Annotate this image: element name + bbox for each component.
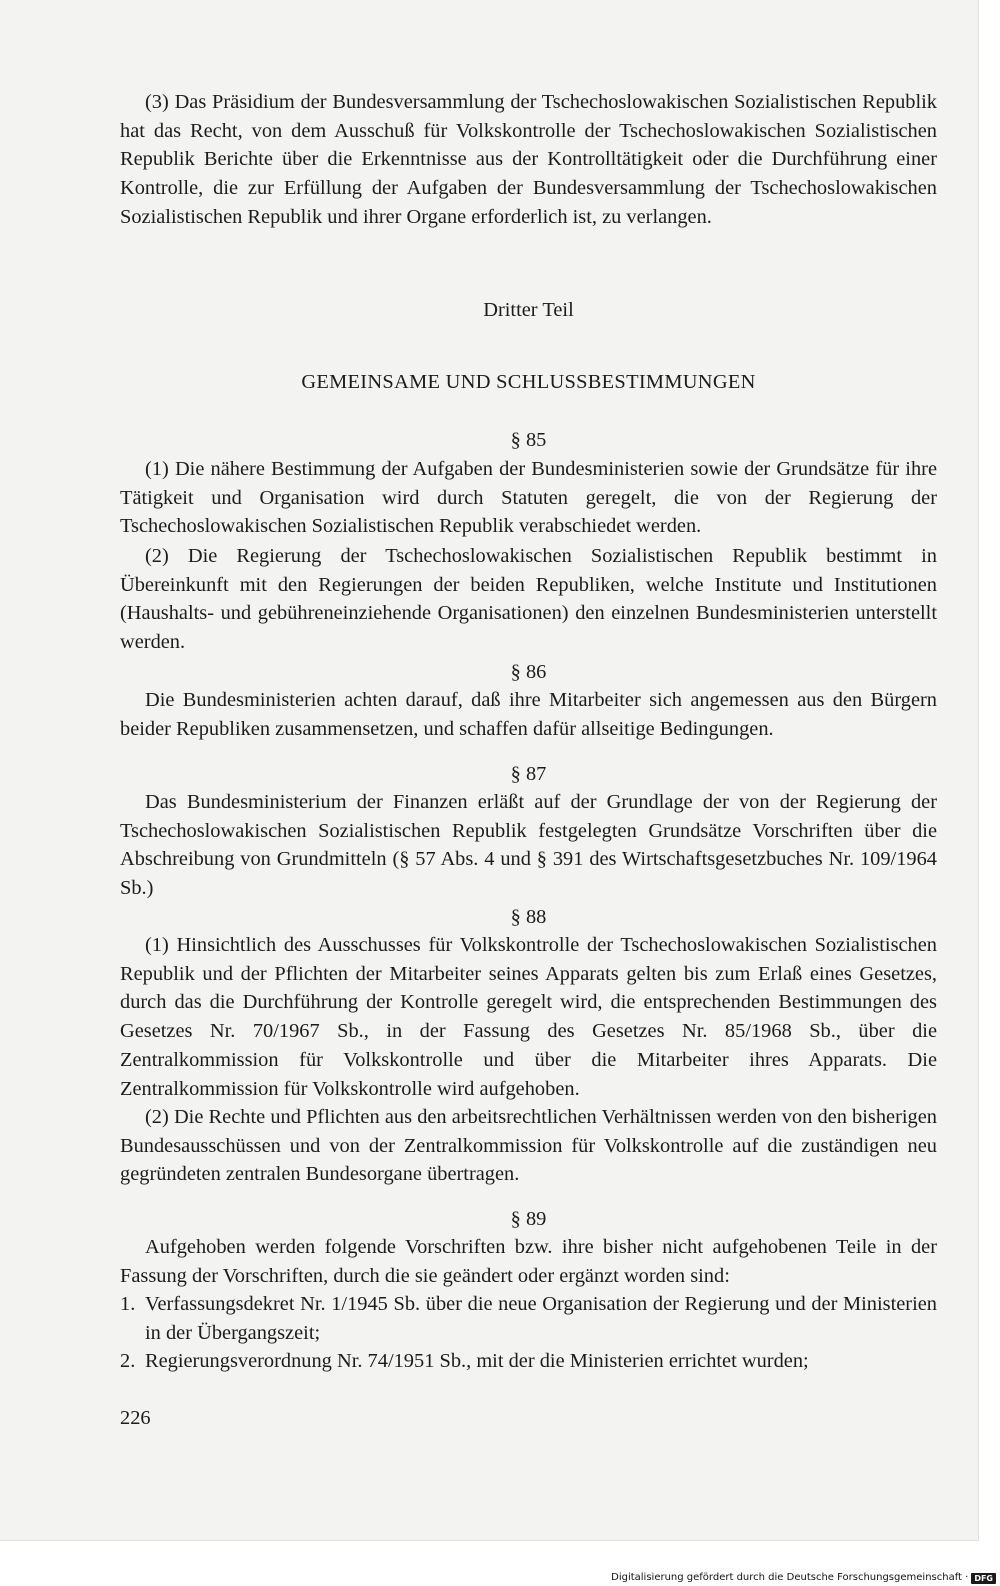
section-85-paragraph-1: (1) Die nähere Bestimmung der Aufgaben der Bundesministerien sowie der Grundsätze für ihre Tätigkeit und Organisation wird durch Statuten geregelt, die von der Regierung der Tschechoslowakischen Sozialistischen Republik verabschiedet werden. [120, 458, 937, 538]
section-89-heading: § 89 [510, 1208, 547, 1230]
section-85-heading: § 85 [510, 429, 547, 451]
intro-paragraph: (3) Das Präsidium der Bundesversammlung der Tschechoslowakischen Sozialistischen Republik hat das Recht, von dem Ausschuß für Volkskontrolle der Tschechoslowakischen Sozialistischen Republik Berichte über die Erkenntnisse aus der Kontrolltätigkeit oder die Durchführung einer Kontrolle, die zur Erfüllung der Aufgaben der Bundesversammlung der Tschechoslowakischen Sozialistischen Republik und ihrer Organe erforderlich ist, zu verlangen. [120, 91, 937, 228]
section-89-paragraph-1: Aufgehoben werden folgende Vorschriften bzw. ihre bisher nicht aufgehobenen Teile in der Fassung der Vorschriften, durch die sie geändert oder ergänzt worden sind: [120, 1236, 937, 1287]
section-88-paragraph-2: (2) Die Rechte und Pflichten aus den arbeitsrechtlichen Verhältnissen werden von den bisherigen Bundesausschüssen und von der Zentralkommission für Volkskontrolle auf die zuständigen neu gegründeten zentralen Bundesorgane übertragen. [120, 1106, 937, 1186]
section-86-heading: § 86 [510, 661, 547, 683]
list-item-number: 2. [120, 1350, 136, 1373]
footer-text: Digitalisierung gefördert durch die Deutsche Forschungsgemeinschaft · [611, 1572, 969, 1583]
page-number: 226 [120, 1407, 151, 1429]
section-88-paragraph-1: (1) Hinsichtlich des Ausschusses für Volkskontrolle der Tschechoslowakischen Sozialistischen Republik und der Pflichten der Mitarbeiter seines Apparats gelten bis zum Erlaß eines Gesetzes, durch das die Durchführung der Kontrolle geregelt wird, die entsprechenden Bestimmungen des Gesetzes Nr. 70/1967 Sb., in der Fassung des Gesetzes Nr. 85/1968 Sb., über die Zentralkommission für Volkskontrolle und über die Mitarbeiter ihres Apparats. Die Zentralkommission für Volkskontrolle wird aufgehoben. [120, 934, 937, 1100]
section-85-paragraph-2: (2) Die Regierung der Tschechoslowakischen Sozialistischen Republik bestimmt in Übereinkunft mit den Regierungen der beiden Republiken, welche Institute und Institutionen (Haushalts- und gebühreneinziehende Organisationen) den einzelnen Bundesministerien unterstellt werden. [120, 545, 937, 654]
part-heading: GEMEINSAME UND SCHLUSSBESTIMMUNGEN [301, 371, 756, 393]
section-86-paragraph-1: Die Bundesministerien achten darauf, daß ihre Mitarbeiter sich angemessen aus den Bürgern beider Republiken zusammensetzen, und schaffen dafür allseitige Bedingungen. [120, 689, 937, 740]
section-87-paragraph-1: Das Bundesministerium der Finanzen erläßt auf der Grundlage der von der Regierung der Tschechoslowakischen Sozialistischen Republik festgelegten Grundsätze Vorschriften über die Abschreibung von Grundmitteln (§ 57 Abs. 4 und § 391 des Wirtschaftsgesetzbuches Nr. 109/1964 Sb.) [120, 791, 937, 900]
section-87-heading: § 87 [510, 763, 547, 785]
list-item-number: 1. [120, 1293, 136, 1315]
list-item-text: Verfassungsdekret Nr. 1/1945 Sb. über die neue Organisation der Regierung und der Ministerien in der Übergangszeit; [145, 1293, 937, 1344]
digitization-footer [611, 1572, 996, 1584]
dfg-logo-icon: DFG [971, 1573, 996, 1584]
list-item-text: Regierungsverordnung Nr. 74/1951 Sb., mit der die Ministerien errichtet wurden; [145, 1350, 809, 1373]
list-item [120, 1290, 937, 1347]
part-title: Dritter Teil [483, 299, 574, 321]
list-item [120, 1347, 937, 1376]
section-88-heading: § 88 [510, 906, 547, 928]
repealed-regulations-list [120, 1290, 937, 1376]
